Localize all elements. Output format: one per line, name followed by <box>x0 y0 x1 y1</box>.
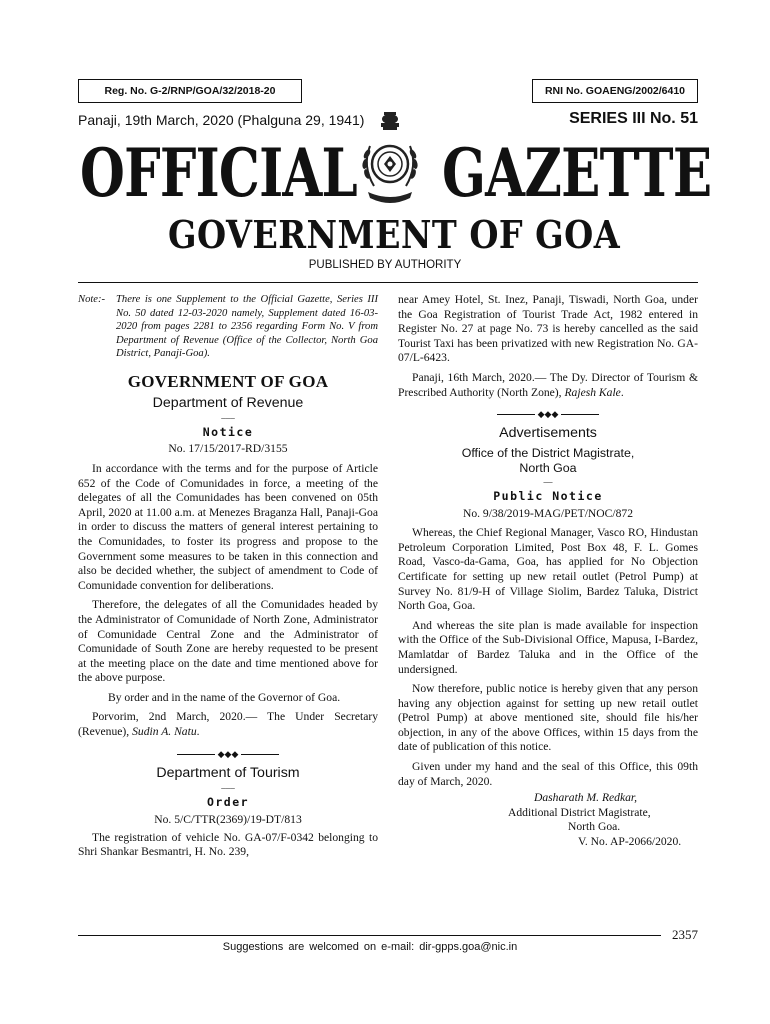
reg-number: Reg. No. G-2/RNP/GOA/32/2018-20 <box>104 85 276 97</box>
signatory-place: North Goa. <box>568 820 621 834</box>
masthead-subtitle: GOVERNMENT OF GOA <box>168 212 621 257</box>
reg-number-box <box>78 79 302 103</box>
section-divider-2 <box>398 409 698 420</box>
order-paragraph: The registration of vehicle No. GA-07/F-0342 belonging to Shri Shankar Besmantri, H. No. 239, <box>78 830 378 859</box>
right-column <box>398 293 698 850</box>
panaji-signature: Panaji, 16th March, 2020.— The Dy. Director of Tourism & Prescribed Authority (North Zone), Rajesh Kale. <box>398 370 698 399</box>
masthead-gazette: GAZETTE <box>442 134 712 212</box>
diamond-divider-icon: ◆◆◆ <box>217 748 239 759</box>
public-notice-paragraph-4: Given under my hand and the seal of this Office, this 09th day of March, 2020. <box>398 760 698 788</box>
order-paragraph-continued: near Amey Hotel, St. Inez, Panaji, Tiswadi, North Goa, under the Goa Registration of Tourist Trade Act, 1982 entered in Register No. 27 at page No. 73 is hereby cancelled as the said Tourist Taxi has been privatized with new Registration No. GA-07/L-6423. <box>398 293 698 365</box>
section-heading-government: GOVERNMENT OF GOA <box>127 371 329 391</box>
order-title: Order <box>206 794 250 809</box>
tourism-dash: ––– <box>221 782 235 793</box>
suggestions-line: Suggestions are welcomed on e-mail: dir-gpps.goa@nic.in <box>222 941 518 953</box>
series-number: SERIES III No. 51 <box>569 110 698 127</box>
note-label: Note:- <box>78 294 106 305</box>
supplement-note <box>78 293 378 361</box>
note-text: There is one Supplement to the Official Gazette, Series III No. 50 dated 12-03-2020 namely, Supplement dated 16-03-2020 from pages 2281 to 2356 regarding Form No. V from Department of Revenue (Office of the Collector, North Goa District, Panaji-Goa). <box>116 294 378 360</box>
porvorim-signature: Porvorim, 2nd March, 2020.— The Under Secretary (Revenue), Sudin A. Natu. <box>78 710 378 739</box>
signatory-title: Additional District Magistrate, <box>508 805 651 819</box>
voucher-number: V. No. AP-2066/2020. <box>578 835 682 849</box>
advertisements-heading: Advertisements <box>499 425 597 442</box>
published-by-authority: PUBLISHED BY AUTHORITY <box>308 259 462 271</box>
notice-paragraph-2: Therefore, the delegates of all the Comunidades headed by the Administrator of Comunidade of North Zone, Administrator of Comunidade Central Zone and the Administrator of Comunidade of South Zone are hereby requested to be present at the meeting place on the date and time mentioned above for the above purpose. <box>78 598 378 685</box>
office-line-2: North Goa <box>519 461 577 476</box>
public-notice-paragraph-1: Whereas, the Chief Regional Manager, Vasco RO, Hindustan Petroleum Corporation Limited, Post Box 48, F. L. Gomes Road, Vasco-da-Gama, Goa, has applied for No Objection Certificate for setting up new retail outlet (Petrol Pump) at Survey No. 81/9-H of Village Siolim, Bardez Taluka, District North Goa, Goa. <box>398 526 698 613</box>
revenue-dash: ––– <box>221 412 235 423</box>
masthead-rule <box>78 282 698 283</box>
department-revenue: Department of Revenue <box>152 394 304 411</box>
public-notice-title: Public Notice <box>493 489 603 504</box>
department-tourism: Department of Tourism <box>156 764 300 781</box>
signature-block <box>398 791 698 849</box>
public-notice-paragraph-2: And whereas the site plan is made available for inspection with the Office of the Sub-Divisional Office, Mapusa, I-Bardez, Mamlatdar of Bardez Taluka and in the Office of the undersigned. <box>398 618 698 676</box>
notice-paragraph-1: In accordance with the terms and for the purpose of Article 652 of the Code of Comunidades in force, a meeting of the delegates of all the Comunidades has been convened on 05th April, 2020 at 11.00 a.m. at Menezes Braganza Hall, Panaji-Goa in order to discuss the matters of general interest pertaining to the Comunidades, to foster its progress and propose to the Government some measures to be taken in this connection and also be decided whether, the subject of amendment to Code of Comunidade convention for deliberations. <box>78 461 378 592</box>
masthead-official: OFFICIAL <box>80 134 357 212</box>
notice-title: Notice <box>202 424 254 439</box>
office-dash: –– <box>543 477 553 488</box>
goa-emblem <box>340 108 440 212</box>
panaji-signatory: Rajesh Kale <box>564 385 621 399</box>
porvorim-text: Porvorim, 2nd March, 2020.— The Under Secretary (Revenue), <box>78 710 378 739</box>
footer-rule <box>78 935 661 936</box>
shield-icon <box>372 146 408 182</box>
rni-number: RNI No. GOAENG/2002/6410 <box>544 85 686 97</box>
issue-date: Panaji, 19th March, 2020 (Phalguna 29, 1941) <box>78 112 365 128</box>
public-notice-number: No. 9/38/2019-MAG/PET/NOC/872 <box>462 507 634 521</box>
left-column <box>78 293 378 860</box>
signatory-name: Dasharath M. Redkar, <box>534 791 638 805</box>
public-notice-paragraph-3: Now therefore, public notice is hereby given that any person having any objection against for setting up new retail outlet (Petrol Pump) at above mentioned site, should file his/her objection, in any of the above Offices, within 15 days from the date of publication of this notice. <box>398 682 698 754</box>
order-by-governor: By order and in the name of the Governor of Goa. <box>108 690 341 704</box>
lion-capital-icon <box>381 112 399 130</box>
section-divider-1 <box>78 749 378 760</box>
diamond-divider-icon: ◆◆◆ <box>537 409 559 420</box>
order-number: No. 5/C/TTR(2369)/19-DT/813 <box>154 812 302 826</box>
notice-number: No. 17/15/2017-RD/3155 <box>168 441 288 455</box>
porvorim-signatory: Sudin A. Natu <box>132 725 197 739</box>
rni-number-box <box>532 79 698 103</box>
page-number: 2357 <box>672 927 698 942</box>
office-line-1: Office of the District Magistrate, <box>461 446 635 461</box>
